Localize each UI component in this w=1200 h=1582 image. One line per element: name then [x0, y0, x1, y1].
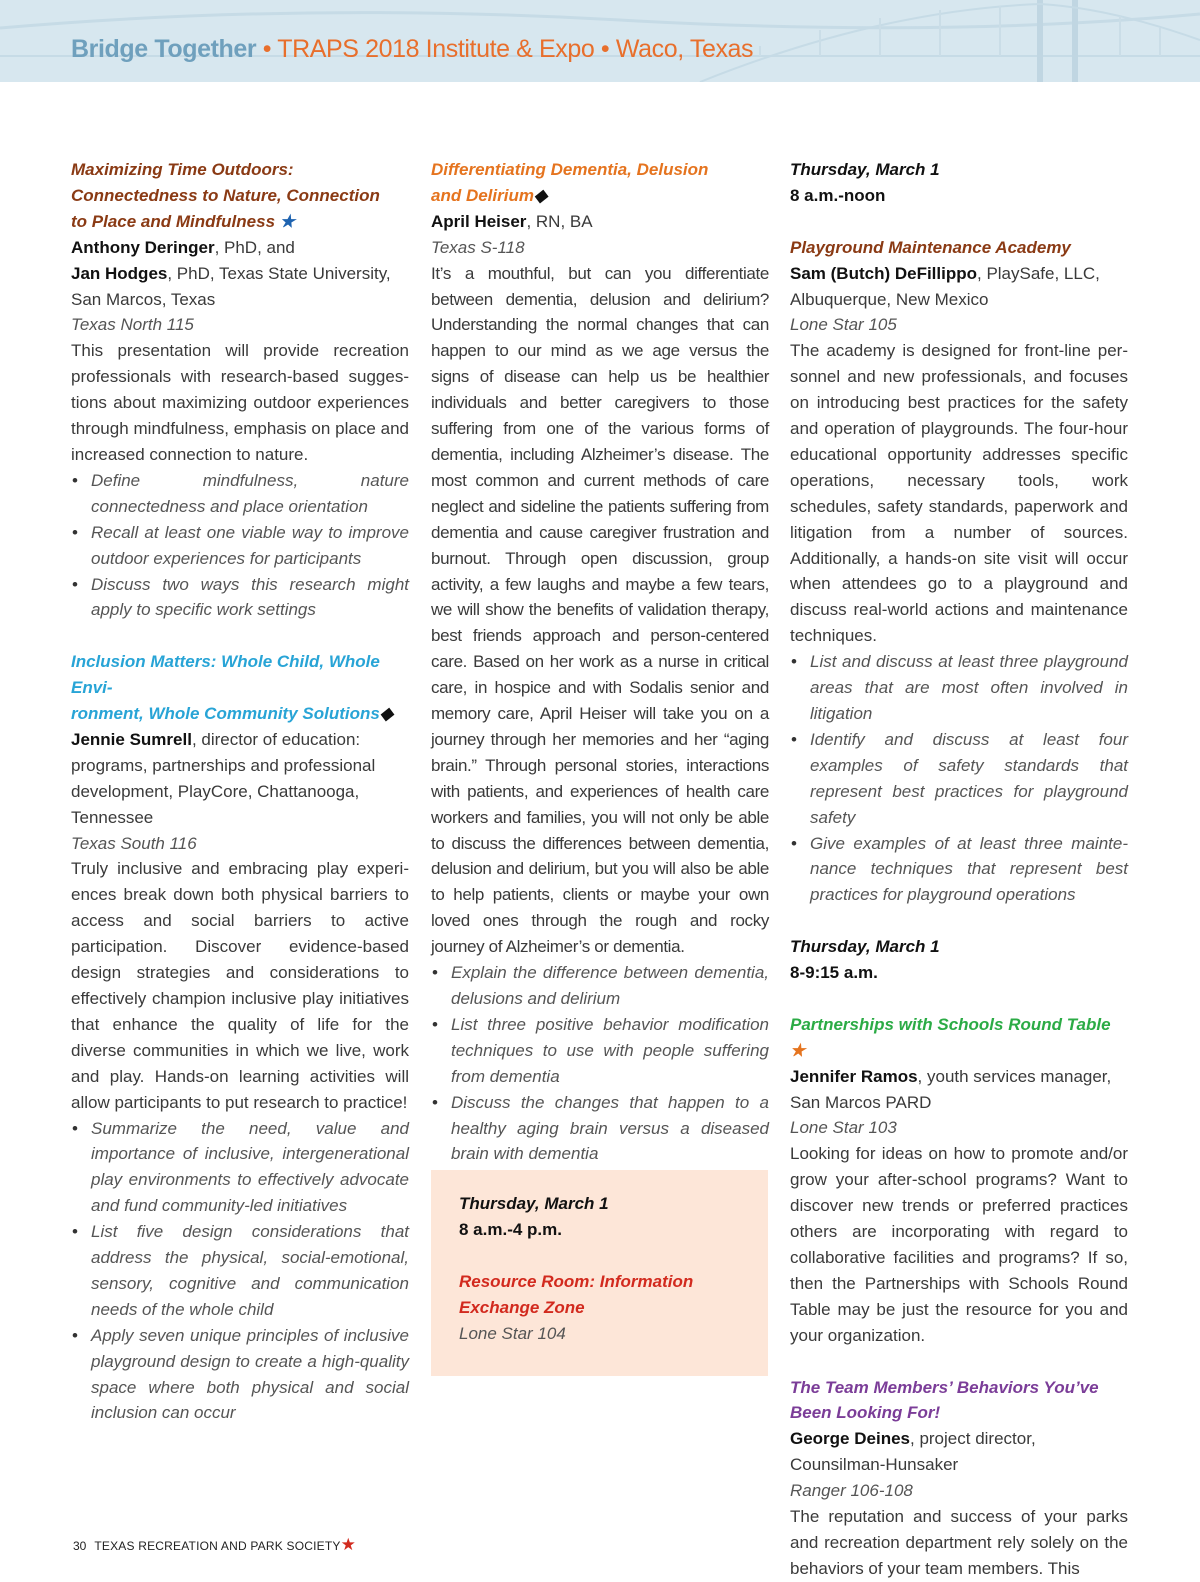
session-differentiating-dementia	[431, 157, 769, 1167]
header-location: Waco, Texas	[615, 35, 754, 63]
objective-item: • Discuss two ways this research might apply to specific work settings	[91, 572, 409, 624]
session-title: Inclusion Matters: Whole Child, Whole Envi- ronment, Whole Community Solutions◆	[71, 652, 393, 724]
learning-objectives	[71, 468, 409, 623]
learning-objectives	[71, 1116, 409, 1427]
page-footer	[73, 1535, 356, 1556]
learning-objectives	[790, 649, 1128, 908]
session-title: Resource Room: Information Exchange Zone	[459, 1271, 694, 1317]
objective-item: • Define mindfulness, nature connectedness and place orientation	[91, 468, 409, 520]
schedule-day: Thursday, March 1	[790, 937, 940, 957]
session-room: Lone Star 103	[790, 1118, 897, 1138]
session-title: The Team Members’ Behaviors You’ve Been Looking For!	[790, 1377, 1099, 1423]
objective-item: • Explain the difference between dementia, delusions and delirium	[451, 960, 769, 1012]
header-separator: •	[594, 35, 616, 63]
objective-item: • List three positive behavior modification techniques to use with people suffering from dementia	[451, 1012, 769, 1090]
session-description: The reputation and success of your parks and recreation department rely solely on the behaviors of your team members. This	[790, 1507, 1128, 1578]
session-room: Texas S-118	[431, 237, 525, 257]
column-2	[431, 157, 769, 1167]
schedule-time: 8 a.m.-4 p.m.	[459, 1219, 562, 1239]
session-description: It’s a mouthful, but can you differentiate between dementia, delusion and delirium? Understanding the normal changes that can happen to our mind as we age versus the signs of disease can help us be healthier individuals and better caregivers to those suffering from one of the various forms of dementia, including Alzheimer’s disease. The most common and current methods of care neglect and sideline the patients suffering from dementia and cause caregiver frustration and burnout. Through open discussion, group activity, a few laughs and maybe a few tears, we will show the benefits of validation therapy, best friends approach and person-centered care. Based on her work as a nurse in critical care, in hospice and with Sodalis senior and memory care, April Heiser will take you on a journey through her memories and her “aging brain.” Through personal stories, interactions with patients, and experiences of health care workers and families, you will not only be able to discuss the differences between dementia, delusion and delirium, but you will also be able to help patients, clients or maybe your own loved ones through the rough and rocky journey of Alzheimer’s or dementia.	[431, 263, 769, 957]
session-speaker: Sam (Butch) DeFillippo, PlaySafe, LLC, Albuquerque, New Mexico	[790, 263, 1100, 309]
schedule-time: 8-9:15 a.m.	[790, 963, 878, 983]
objective-item: • Discuss the changes that happen to a healthy aging brain versus a diseased brain with dementia	[451, 1090, 769, 1168]
objective-item: • Summarize the need, value and importance of inclusive, intergenerational play environments to effectively advocate and fund community-led initiatives	[91, 1116, 409, 1220]
objective-item: • Recall at least one viable way to improve outdoor experiences for participants	[91, 520, 409, 572]
session-speaker: April Heiser, RN, BA	[431, 211, 593, 231]
diamond-icon: ◆	[533, 185, 548, 205]
session-inclusion-matters	[71, 649, 409, 1426]
session-title: Playground Maintenance Academy	[790, 237, 1071, 257]
session-maximizing-time-outdoors	[71, 157, 409, 623]
page-header	[0, 0, 1200, 82]
column-3	[790, 157, 1128, 1582]
objective-item: • List five design considerations that address the physical, social-emotional, sensory, cognitive and communication needs of the whole child	[91, 1219, 409, 1323]
session-speaker: George Deines, project director, Counsilman-Hunsaker	[790, 1429, 1036, 1475]
session-room: Lone Star 105	[790, 315, 897, 335]
session-room: Texas North 115	[71, 315, 194, 335]
learning-objectives	[431, 960, 769, 1167]
star-icon: ★	[790, 1040, 806, 1060]
footer-org-name: TEXAS RECREATION AND PARK SOCIETY	[94, 1539, 341, 1553]
session-room: Lone Star 104	[459, 1323, 566, 1343]
objective-item: • Apply seven unique principles of inclusive playground design to create a high-quality space where both physical and social inclusion can occur	[91, 1323, 409, 1427]
session-speaker: Jennie Sumrell, director of education: programs, partnerships and professional development, PlayCore, Chattanooga, Tennessee	[71, 729, 376, 827]
session-room: Ranger 106-108	[790, 1481, 913, 1501]
session-description: The academy is designed for front-line personnel and new professionals, and focuses on introducing best practices for the safety and operation of playgrounds. The four-hour educational opportunity addresses specific operations, necessary tools, work schedules, safety standards, paperwork and litigation from a number of sources. Additionally, a hands-on site visit will occur when attendees go to a playground and discuss real-world actions and maintenance techniques.	[790, 341, 1128, 646]
star-icon: ★	[279, 211, 296, 231]
objective-item: • List and discuss at least three playground areas that are most often involved in litigation	[810, 649, 1128, 727]
header-separator: •	[256, 35, 278, 63]
session-team-members-behaviors	[790, 1375, 1128, 1582]
session-room: Texas South 116	[71, 833, 197, 853]
schedule-box	[431, 1170, 768, 1376]
objective-item: • Give examples of at least three maintenance techniques that represent best practices for playground operations	[810, 831, 1128, 909]
session-title: Differentiating Dementia, Delusion and Delirium◆	[431, 160, 709, 205]
star-icon: ★	[340, 1535, 356, 1554]
session-title: Maximizing Time Outdoors: Connectedness to Nature, Connection to Place and Mindfulness ★	[71, 160, 380, 231]
column-1	[71, 157, 409, 1426]
header-title	[71, 32, 753, 66]
session-partnerships-schools	[790, 1012, 1128, 1349]
session-speaker: Jennifer Ramos, youth services manager, San Marcos PARD	[790, 1066, 1112, 1112]
objective-item: • Identify and discuss at least four examples of safety standards that represent best practices for playground safety	[810, 727, 1128, 831]
session-title: Partnerships with Schools Round Table ★	[790, 1014, 1111, 1060]
session-speaker: Anthony Deringer, PhD, and Jan Hodges, PhD, Texas State University, San Marcos, Texas	[71, 237, 391, 309]
header-series-name: Bridge Together	[71, 35, 257, 63]
page-number: 30	[73, 1539, 87, 1553]
session-description: Truly inclusive and embracing play experiences break down both physical barriers to access and social barriers to active participation. Discover evidence-based design strategies and considerations to effectively champion inclusive play initiatives that enhance the quality of life for the diverse communities in which we live, work and play. Hands-on learning activities will allow participants to put research to practice!	[71, 859, 409, 1112]
schedule-day: Thursday, March 1	[459, 1194, 609, 1213]
session-description: This presentation will provide recreation professionals with research-based suggestions about maximizing outdoor experiences through mindfulness, emphasis on place and increased connection to nature.	[71, 341, 409, 464]
session-description: Looking for ideas on how to promote and/or grow your after-school programs? Want to discover new trends or preferred practices others are incorporating with regard to collaborative facilities and programs? If so, then the Partnerships with Schools Round Table may be just the resource for you and your organization.	[790, 1144, 1128, 1345]
schedule-time: 8 a.m.-noon	[790, 185, 886, 205]
schedule-day: Thursday, March 1	[790, 160, 940, 179]
header-event-name: TRAPS 2018 Institute & Expo	[277, 35, 595, 63]
diamond-icon: ◆	[379, 704, 393, 724]
session-playground-maintenance	[790, 235, 1128, 909]
